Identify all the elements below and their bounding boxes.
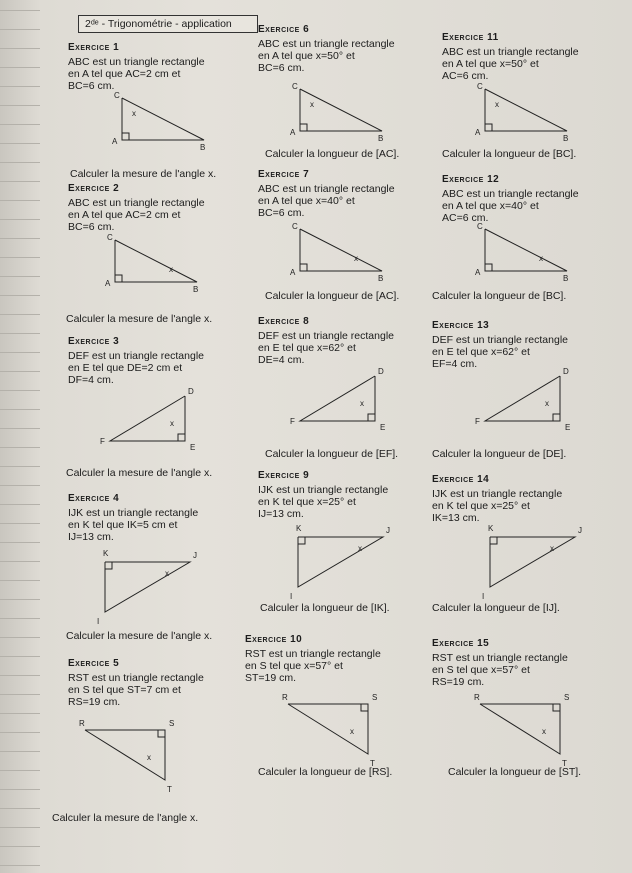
- notebook-rule-line: [0, 694, 40, 695]
- right-angle-mark: [490, 537, 497, 544]
- vertex-label: I: [290, 592, 293, 601]
- angle-x-label: x: [358, 544, 362, 553]
- exercise-6: [258, 24, 448, 74]
- right-angle-mark: [368, 414, 375, 421]
- exercise-statement-line: en E tel que DE=2 cm et: [68, 362, 183, 374]
- exercise-title: Exercice 7: [258, 169, 310, 180]
- exercise-title: Exercice 14: [432, 474, 490, 485]
- triangle-figure: [290, 367, 395, 440]
- vertex-label: D: [563, 367, 569, 376]
- angle-x-label: x: [354, 254, 358, 263]
- triangle-outline: [300, 229, 382, 271]
- exercise-15: [432, 638, 622, 688]
- triangle-figure: [290, 82, 395, 153]
- vertex-label: A: [475, 128, 481, 137]
- vertex-label: D: [378, 367, 384, 376]
- notebook-rule-line: [0, 10, 40, 11]
- exercise-11: [442, 32, 632, 82]
- vertex-label: F: [100, 437, 105, 446]
- exercise-statement-line: en S tel que x=57° et: [432, 664, 530, 676]
- triangle-outline: [288, 704, 368, 754]
- exercise-statement-line: DEF est un triangle rectangle: [432, 334, 568, 346]
- exercise-10: [245, 634, 435, 684]
- exercise-statement-line: DEF est un triangle rectangle: [258, 330, 394, 342]
- vertex-label: C: [477, 222, 483, 231]
- vertex-label: T: [370, 759, 375, 768]
- vertex-label: I: [97, 617, 100, 626]
- exercise-statement-line: IJ=13 cm.: [68, 531, 114, 543]
- exercise-statement-line: BC=6 cm.: [68, 221, 115, 233]
- exercise-8: [258, 316, 448, 366]
- exercise-question: Calculer la mesure de l'angle x.: [66, 467, 213, 479]
- exercise-statement-line: en A tel que x=40° et: [258, 195, 355, 207]
- right-angle-mark: [298, 537, 305, 544]
- exercise-question: Calculer la longueur de [AC].: [265, 290, 400, 302]
- exercise-statement-line: BC=6 cm.: [68, 80, 115, 92]
- exercise-statement-line: DF=4 cm.: [68, 374, 114, 386]
- notebook-rule-line: [0, 675, 40, 676]
- vertex-label: F: [290, 417, 295, 426]
- angle-x-label: x: [132, 109, 136, 118]
- exercise-question: Calculer la longueur de [EF].: [265, 448, 399, 460]
- exercise-statement-line: IK=13 cm.: [432, 512, 480, 524]
- angle-x-label: x: [539, 254, 543, 263]
- vertex-label: S: [169, 719, 175, 728]
- vertex-label: B: [193, 285, 199, 294]
- vertex-label: B: [200, 143, 206, 152]
- triangle-outline: [300, 89, 382, 131]
- notebook-rule-line: [0, 561, 40, 562]
- exercise-3: [68, 336, 258, 386]
- triangle-outline: [485, 89, 567, 131]
- exercise-statement-line: ST=19 cm.: [245, 672, 297, 684]
- vertex-label: R: [282, 693, 288, 702]
- vertex-label: C: [292, 82, 298, 91]
- notebook-rule-line: [0, 105, 40, 106]
- exercise-question: Calculer la longueur de [DE].: [432, 448, 567, 460]
- triangle-figure: [100, 387, 205, 460]
- exercise-statement-line: IJK est un triangle rectangle: [432, 488, 563, 500]
- exercise-question: Calculer la longueur de [BC].: [432, 290, 567, 302]
- angle-x-label: x: [147, 753, 151, 762]
- notebook-rule-line: [0, 390, 40, 391]
- exercise-statement-line: BC=6 cm.: [258, 207, 305, 219]
- right-angle-mark: [105, 562, 112, 569]
- vertex-label: A: [475, 268, 481, 277]
- exercise-title: Exercice 4: [68, 493, 120, 504]
- vertex-label: A: [105, 279, 111, 288]
- notebook-rule-line: [0, 295, 40, 296]
- notebook-rule-line: [0, 143, 40, 144]
- exercise-statement-line: ABC est un triangle rectangle: [442, 46, 579, 58]
- exercise-7: [258, 169, 448, 219]
- notebook-rule-line: [0, 314, 40, 315]
- notebook-rule-line: [0, 124, 40, 125]
- exercise-14: [432, 474, 622, 524]
- exercise-statement-line: en S tel que ST=7 cm et: [68, 684, 181, 696]
- vertex-label: E: [190, 443, 196, 452]
- notebook-rule-line: [0, 48, 40, 49]
- exercise-statement-line: ABC est un triangle rectangle: [68, 56, 205, 68]
- vertex-label: A: [112, 137, 118, 146]
- notebook-rule-line: [0, 162, 40, 163]
- exercise-statement-line: en K tel que x=25° et: [258, 496, 356, 508]
- vertex-label: J: [193, 551, 197, 560]
- exercise-title: Exercice 10: [245, 634, 303, 645]
- triangle-figure: [475, 222, 580, 293]
- notebook-rule-line: [0, 618, 40, 619]
- angle-x-label: x: [545, 399, 549, 408]
- right-angle-mark: [122, 133, 129, 140]
- right-angle-mark: [553, 414, 560, 421]
- exercise-statement-line: AC=6 cm.: [442, 212, 489, 224]
- exercise-statement-line: en A tel que AC=2 cm et: [68, 68, 181, 80]
- notebook-rule-line: [0, 865, 40, 866]
- triangle-outline: [485, 229, 567, 271]
- triangle-outline: [490, 537, 575, 587]
- right-angle-mark: [361, 704, 368, 711]
- notebook-rule-line: [0, 827, 40, 828]
- exercise-statement-line: RST est un triangle rectangle: [432, 652, 568, 664]
- exercise-statement-line: ABC est un triangle rectangle: [68, 197, 205, 209]
- exercise-title: Exercice 8: [258, 316, 310, 327]
- notebook-rule-line: [0, 751, 40, 752]
- vertex-label: S: [564, 693, 570, 702]
- notebook-rule-line: [0, 428, 40, 429]
- right-angle-mark: [178, 434, 185, 441]
- triangle-outline: [480, 704, 560, 754]
- exercise-statement-line: RST est un triangle rectangle: [245, 648, 381, 660]
- triangle-figure: [79, 719, 185, 804]
- notebook-rule-line: [0, 181, 40, 182]
- angle-x-label: x: [170, 419, 174, 428]
- vertex-label: B: [563, 274, 569, 283]
- notebook-rule-line: [0, 29, 40, 30]
- exercise-question: Calculer la mesure de l'angle x.: [70, 168, 217, 180]
- notebook-rule-line: [0, 542, 40, 543]
- vertex-label: B: [378, 134, 384, 143]
- vertex-label: K: [488, 524, 494, 533]
- triangle-outline: [298, 537, 383, 587]
- right-angle-mark: [485, 264, 492, 271]
- notebook-rule-line: [0, 504, 40, 505]
- notebook-rule-line: [0, 67, 40, 68]
- right-angle-mark: [485, 124, 492, 131]
- exercise-question: Calculer la longueur de [RS].: [258, 766, 393, 778]
- vertex-label: T: [167, 785, 172, 794]
- notebook-rule-line: [0, 713, 40, 714]
- right-angle-mark: [115, 275, 122, 282]
- exercise-statement-line: ABC est un triangle rectangle: [442, 188, 579, 200]
- exercise-question: Calculer la longueur de [BC].: [442, 148, 577, 160]
- triangle-figure: [475, 82, 580, 153]
- angle-x-label: x: [165, 569, 169, 578]
- angle-x-label: x: [542, 727, 546, 736]
- exercise-title: Exercice 12: [442, 174, 500, 185]
- notebook-rule-line: [0, 86, 40, 87]
- page-header: 2ᵈᵉ - Trigonométrie - application: [78, 15, 258, 33]
- exercise-12: [442, 174, 632, 224]
- exercise-statement-line: en A tel que x=50° et: [442, 58, 539, 70]
- exercise-question: Calculer la longueur de [AC].: [265, 148, 400, 160]
- exercise-statement-line: DE=4 cm.: [258, 354, 305, 366]
- exercise-statement-line: ABC est un triangle rectangle: [258, 38, 395, 50]
- exercise-statement-line: en E tel que x=62° et: [432, 346, 530, 358]
- exercise-statement-line: ABC est un triangle rectangle: [258, 183, 395, 195]
- triangle-figure: [475, 367, 580, 440]
- vertex-label: J: [386, 526, 390, 535]
- exercise-statement-line: en A tel que x=40° et: [442, 200, 539, 212]
- notebook-rule-line: [0, 789, 40, 790]
- notebook-rule-line: [0, 808, 40, 809]
- vertex-label: B: [378, 274, 384, 283]
- notebook-rule-line: [0, 485, 40, 486]
- exercise-statement-line: en E tel que x=62° et: [258, 342, 356, 354]
- exercise-title: Exercice 15: [432, 638, 490, 649]
- exercise-1: [68, 42, 258, 92]
- triangle-outline: [115, 240, 197, 282]
- vertex-label: C: [292, 222, 298, 231]
- angle-x-label: x: [360, 399, 364, 408]
- notebook-rule-line: [0, 219, 40, 220]
- vertex-label: A: [290, 128, 296, 137]
- angle-x-label: x: [310, 100, 314, 109]
- right-angle-mark: [300, 264, 307, 271]
- exercise-5: [68, 658, 258, 708]
- vertex-label: S: [372, 693, 378, 702]
- exercise-title: Exercice 6: [258, 24, 310, 35]
- triangle-figure: [95, 549, 200, 631]
- vertex-label: D: [188, 387, 194, 396]
- notebook-rule-line: [0, 333, 40, 334]
- notebook-rule-line: [0, 599, 40, 600]
- vertex-label: F: [475, 417, 480, 426]
- exercise-statement-line: IJK est un triangle rectangle: [68, 507, 199, 519]
- notebook-rule-line: [0, 846, 40, 847]
- notebook-rule-line: [0, 523, 40, 524]
- angle-x-label: x: [550, 544, 554, 553]
- vertex-label: C: [477, 82, 483, 91]
- notebook-rule-line: [0, 409, 40, 410]
- exercise-title: Exercice 5: [68, 658, 120, 669]
- vertex-label: E: [565, 423, 571, 432]
- vertex-label: K: [296, 524, 302, 533]
- notebook-rule-line: [0, 732, 40, 733]
- exercise-title: Exercice 1: [68, 42, 120, 53]
- exercise-statement-line: AC=6 cm.: [442, 70, 489, 82]
- triangle-figure: [290, 222, 395, 293]
- exercise-statement-line: EF=4 cm.: [432, 358, 478, 370]
- notebook-rule-line: [0, 637, 40, 638]
- exercise-question: Calculer la mesure de l'angle x.: [66, 630, 213, 642]
- exercise-statement-line: en A tel que AC=2 cm et: [68, 209, 181, 221]
- triangle-figure: [480, 524, 585, 606]
- vertex-label: I: [482, 592, 485, 601]
- vertex-label: J: [578, 526, 582, 535]
- vertex-label: A: [290, 268, 296, 277]
- vertex-label: K: [103, 549, 109, 558]
- vertex-label: C: [114, 91, 120, 100]
- angle-x-label: x: [350, 727, 354, 736]
- notebook-rule-line: [0, 352, 40, 353]
- notebook-rule-line: [0, 200, 40, 201]
- exercise-2: [68, 183, 258, 233]
- exercise-statement-line: en A tel que x=50° et: [258, 50, 355, 62]
- exercise-statement-line: RS=19 cm.: [68, 696, 121, 708]
- angle-x-label: x: [169, 265, 173, 274]
- exercise-title: Exercice 3: [68, 336, 120, 347]
- exercise-question: Calculer la longueur de [IK].: [260, 602, 390, 614]
- vertex-label: C: [107, 233, 113, 242]
- exercise-statement-line: IJK est un triangle rectangle: [258, 484, 389, 496]
- notebook-rule-line: [0, 371, 40, 372]
- exercise-statement-line: RS=19 cm.: [432, 676, 485, 688]
- exercise-question: Calculer la longueur de [ST].: [448, 766, 582, 778]
- triangle-figure: [288, 524, 393, 606]
- exercise-13: [432, 320, 622, 370]
- exercise-statement-line: en S tel que x=57° et: [245, 660, 343, 672]
- exercise-9: [258, 470, 448, 520]
- right-angle-mark: [300, 124, 307, 131]
- exercise-title: Exercice 13: [432, 320, 490, 331]
- vertex-label: R: [79, 719, 85, 728]
- exercise-statement-line: IJ=13 cm.: [258, 508, 304, 520]
- exercise-title: Exercice 11: [442, 32, 499, 43]
- notebook-rule-line: [0, 257, 40, 258]
- exercise-statement-line: DEF est un triangle rectangle: [68, 350, 204, 362]
- notebook-rule-line: [0, 466, 40, 467]
- triangle-outline: [122, 98, 204, 140]
- right-angle-mark: [158, 730, 165, 737]
- notebook-rule-line: [0, 238, 40, 239]
- exercise-title: Exercice 2: [68, 183, 120, 194]
- exercise-statement-line: en K tel que x=25° et: [432, 500, 530, 512]
- exercise-statement-line: en K tel que IK=5 cm et: [68, 519, 178, 531]
- notebook-rule-line: [0, 770, 40, 771]
- right-angle-mark: [553, 704, 560, 711]
- vertex-label: R: [474, 693, 480, 702]
- notebook-rule-line: [0, 656, 40, 657]
- vertex-label: B: [563, 134, 569, 143]
- exercise-statement-line: RST est un triangle rectangle: [68, 672, 204, 684]
- exercise-4: [68, 493, 258, 543]
- triangle-figure: [105, 233, 210, 304]
- exercise-statement-line: BC=6 cm.: [258, 62, 305, 74]
- notebook-rule-line: [0, 447, 40, 448]
- triangle-outline: [85, 730, 165, 780]
- exercise-question: Calculer la mesure de l'angle x.: [66, 313, 213, 325]
- notebook-rule-line: [0, 276, 40, 277]
- angle-x-label: x: [495, 100, 499, 109]
- notebook-rule-line: [0, 580, 40, 581]
- triangle-outline: [105, 562, 190, 612]
- exercise-question: Calculer la mesure de l'angle x.: [52, 812, 199, 824]
- vertex-label: E: [380, 423, 386, 432]
- exercise-title: Exercice 9: [258, 470, 310, 481]
- exercise-question: Calculer la longueur de [IJ].: [432, 602, 560, 614]
- vertex-label: T: [562, 759, 567, 768]
- triangle-figure: [112, 91, 217, 162]
